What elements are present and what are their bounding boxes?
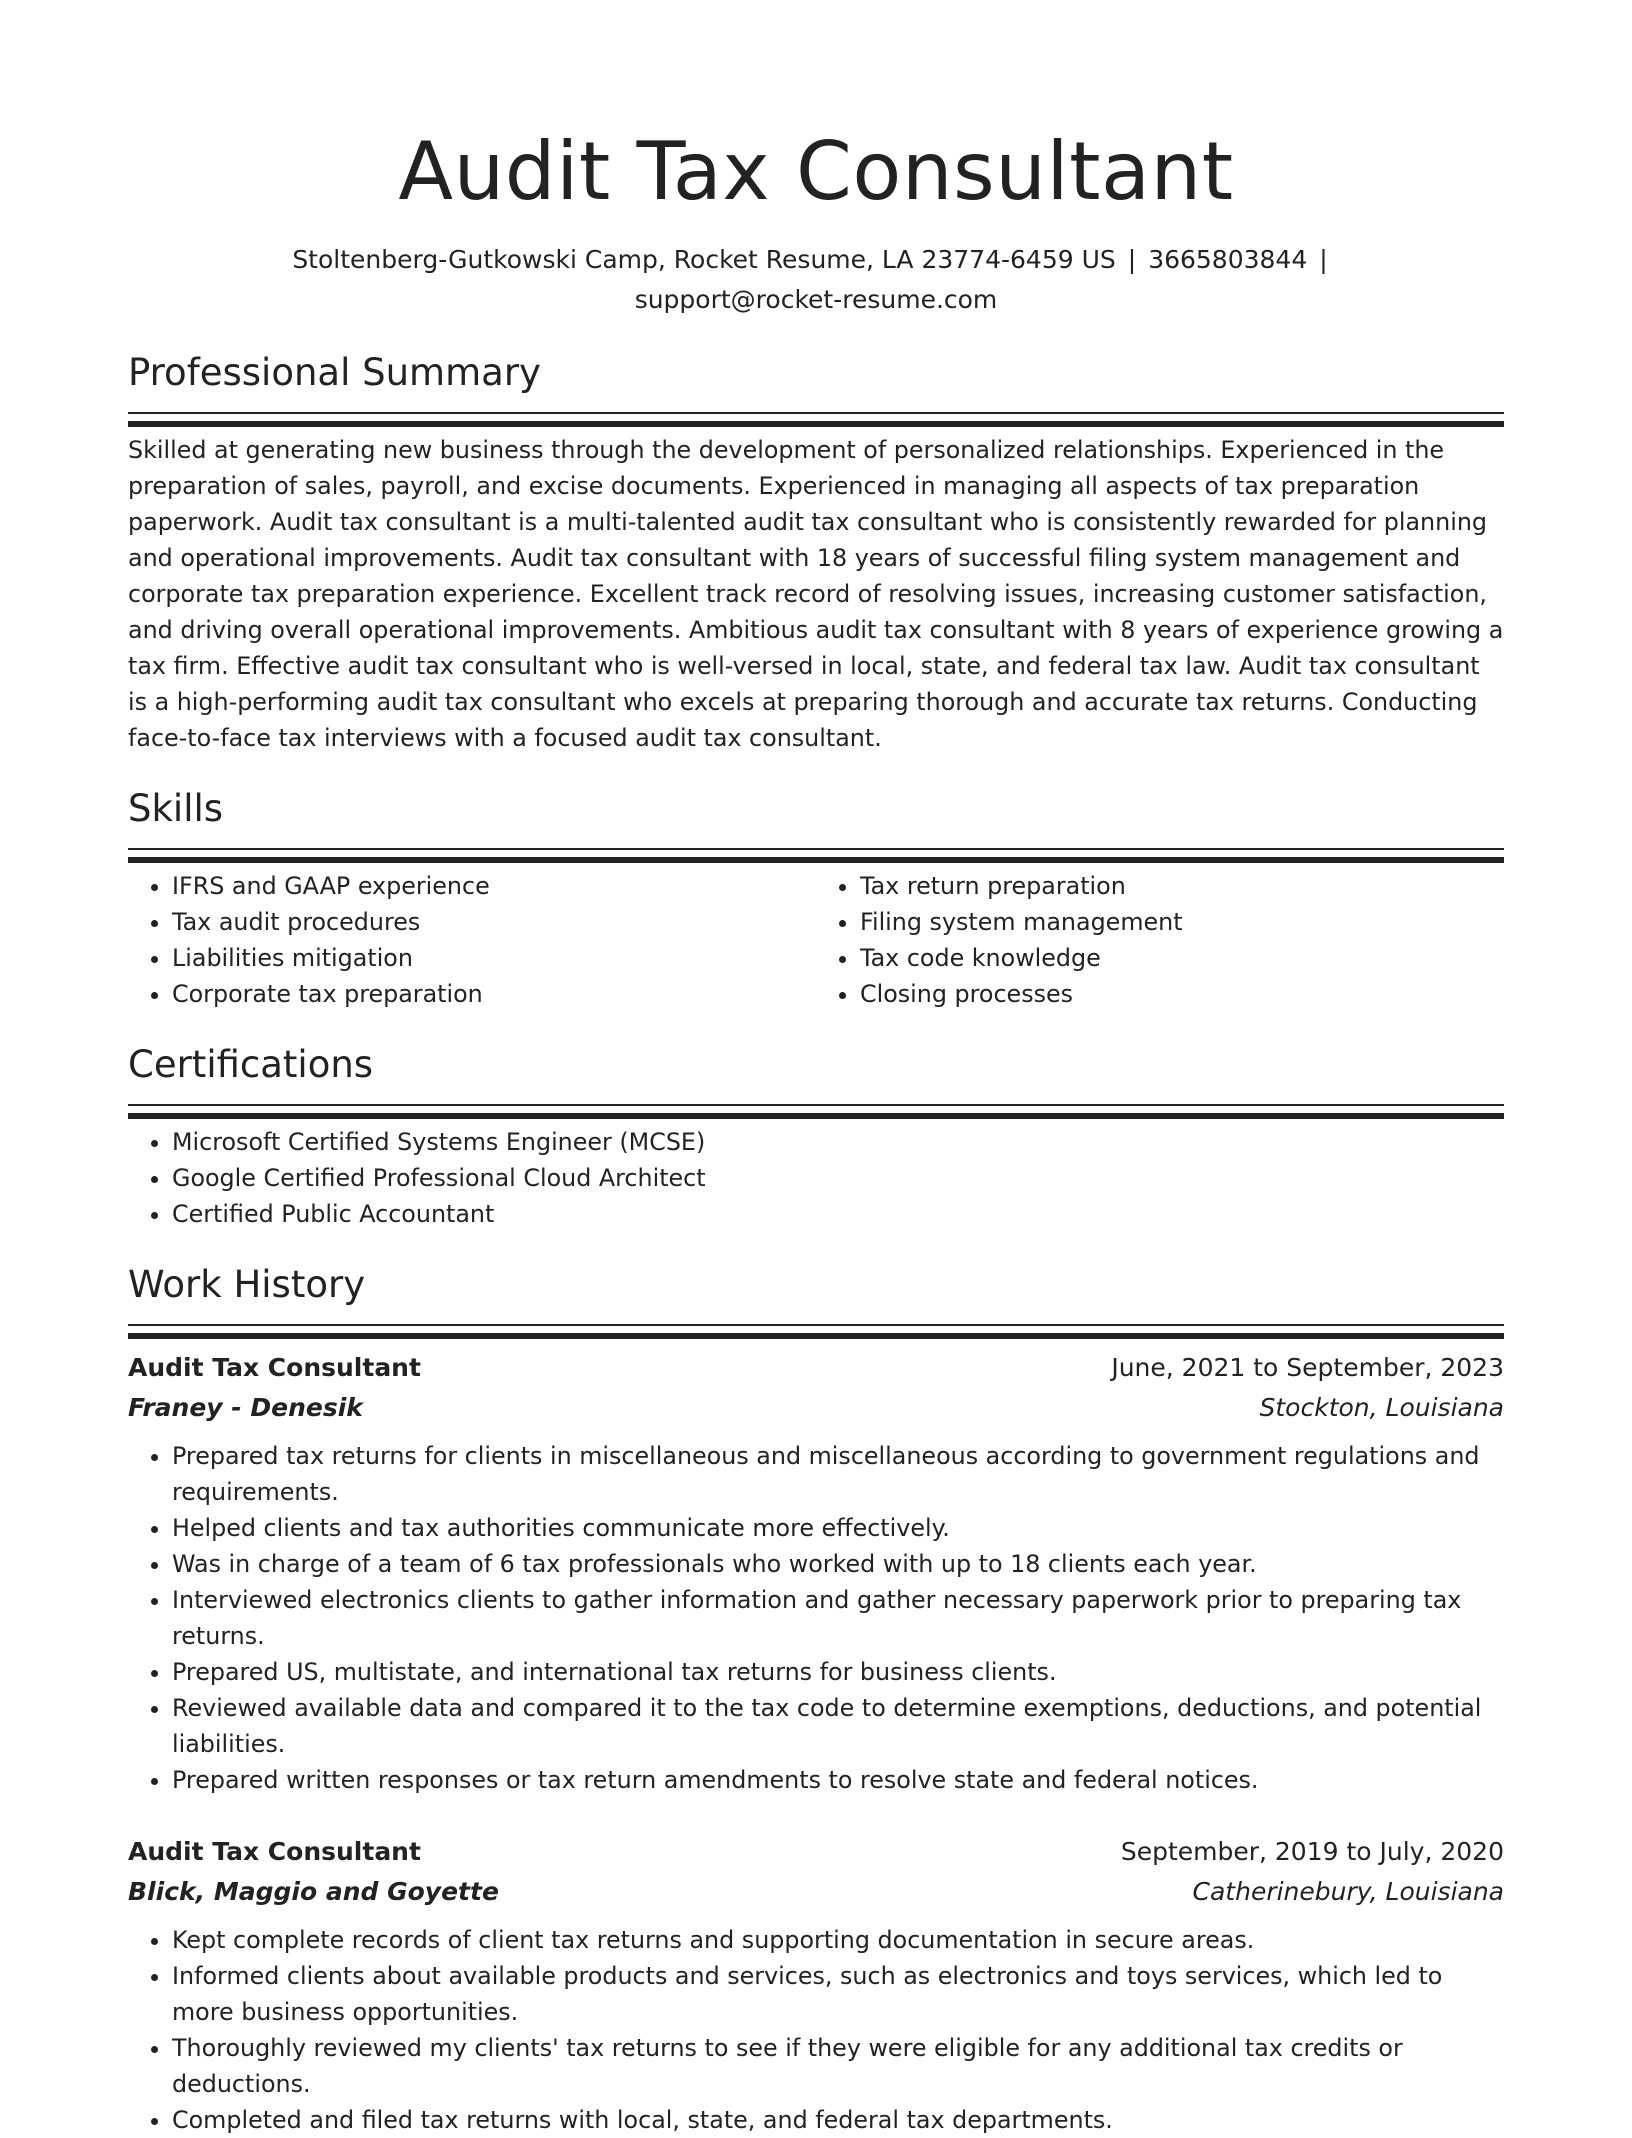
job-duties-list — [128, 1922, 1504, 2138]
skill-item: • Tax audit procedures — [172, 904, 816, 940]
skills-grid — [128, 864, 1504, 1012]
skill-item: • Tax code knowledge — [860, 940, 1504, 976]
section-divider — [128, 848, 1504, 864]
certification-item: • Certified Public Accountant — [172, 1196, 1504, 1232]
certification-item: • Microsoft Certified Systems Engineer (MCSE) — [172, 1124, 1504, 1160]
job-duty: • Kept complete records of client tax returns and supporting documentation in secure areas. — [172, 1922, 1504, 1958]
section-heading: Skills — [128, 787, 224, 830]
summary-section — [128, 348, 1504, 756]
certifications-section — [128, 1040, 1504, 1232]
job-employer-row — [128, 1872, 1504, 1912]
job-location: Stockton, Louisiana — [1259, 1393, 1504, 1422]
job-duty: • Completed and filed tax returns with local, state, and federal tax departments. — [172, 2102, 1504, 2138]
contact-line-1 — [128, 240, 1504, 280]
job-dates: September, 2019 to July, 2020 — [1120, 1837, 1504, 1866]
contact-address: Stoltenberg-Gutkowski Camp, Rocket Resume, LA 23774-6459 US — [292, 245, 1116, 274]
resume-title: Audit Tax Consultant — [398, 125, 1234, 218]
contact-separator: | — [1319, 245, 1328, 274]
job-duty: • Reviewed available data and compared it to the tax code to determine exemptions, deductions, and potential liabilities. — [172, 1690, 1504, 1762]
job-duty: • Helped clients and tax authorities communicate more effectively. — [172, 1510, 1504, 1546]
skills-list-right — [816, 868, 1504, 1012]
contact-line-2 — [128, 280, 1504, 320]
job-company: Franey - Denesik — [128, 1393, 363, 1422]
job-duty: • Prepared written responses or tax return amendments to resolve state and federal notices. — [172, 1762, 1504, 1798]
contact-phone: 3665803844 — [1148, 245, 1308, 274]
job-title: Audit Tax Consultant — [128, 1353, 421, 1382]
section-heading: Certifications — [128, 1043, 374, 1086]
skill-item: • Liabilities mitigation — [172, 940, 816, 976]
section-heading: Work History — [128, 1263, 366, 1306]
section-heading: Professional Summary — [128, 351, 541, 394]
resume-page — [128, 0, 1504, 2138]
certifications-list — [128, 1124, 1504, 1232]
skill-item: • Closing processes — [860, 976, 1504, 1012]
contact-separator: | — [1127, 245, 1137, 274]
job-entry — [128, 1832, 1504, 2138]
job-title: Audit Tax Consultant — [128, 1837, 421, 1866]
job-entry — [128, 1348, 1504, 1798]
skills-section — [128, 784, 1504, 1012]
job-duty: • Was in charge of a team of 6 tax professionals who worked with up to 18 clients each year. — [172, 1546, 1504, 1582]
job-duty: • Prepared US, multistate, and international tax returns for business clients. — [172, 1654, 1504, 1690]
job-header-row — [128, 1348, 1504, 1388]
certification-item: • Google Certified Professional Cloud Architect — [172, 1160, 1504, 1196]
section-divider — [128, 1324, 1504, 1340]
section-divider — [128, 412, 1504, 428]
job-duty: • Interviewed electronics clients to gather information and gather necessary paperwork prior to preparing tax returns. — [172, 1582, 1504, 1654]
contact-email: support@rocket-resume.com — [634, 285, 998, 314]
job-dates: June, 2021 to September, 2023 — [1111, 1353, 1504, 1382]
skill-item: • Filing system management — [860, 904, 1504, 940]
job-employer-row — [128, 1388, 1504, 1428]
summary-text: Skilled at generating new business through the development of personalized relationships. Experienced in the preparation of sales, payroll, and excise documents. Experienced in managing all aspects of tax preparation paperwork. Audit tax consultant is a multi-talented audit tax consultant who is consistently rewarded for planning and operational improvements. Audit tax consultant with 18 years of successful filing system management and corporate tax preparation experience. Excellent track record of resolving issues, increasing customer satisfaction, and driving overall operational improvements. Ambitious audit tax consultant with 8 years of experience growing a tax firm. Effective audit tax consultant who is well-versed in local, state, and federal tax law. Audit tax consultant is a high-performing audit tax consultant who excels at preparing thorough and accurate tax returns. Conducting face-to-face tax interviews with a focused audit tax consultant. — [128, 436, 1504, 752]
job-header-row — [128, 1832, 1504, 1872]
job-company: Blick, Maggio and Goyette — [128, 1877, 499, 1906]
contact-info — [128, 240, 1504, 320]
skill-item: • Corporate tax preparation — [172, 976, 816, 1012]
skill-item: • IFRS and GAAP experience — [172, 868, 816, 904]
job-duty: • Informed clients about available products and services, such as electronics and toys services, which led to more business opportunities. — [172, 1958, 1504, 2030]
skills-list-left — [128, 868, 816, 1012]
job-duty: • Prepared tax returns for clients in miscellaneous and miscellaneous according to government regulations and requirements. — [172, 1438, 1504, 1510]
job-location: Catherinebury, Louisiana — [1192, 1877, 1504, 1906]
job-duties-list — [128, 1438, 1504, 1798]
section-divider — [128, 1104, 1504, 1120]
job-duty: • Thoroughly reviewed my clients' tax returns to see if they were eligible for any additional tax credits or deductions. — [172, 2030, 1504, 2102]
skill-item: • Tax return preparation — [860, 868, 1504, 904]
work-history-section — [128, 1260, 1504, 2138]
